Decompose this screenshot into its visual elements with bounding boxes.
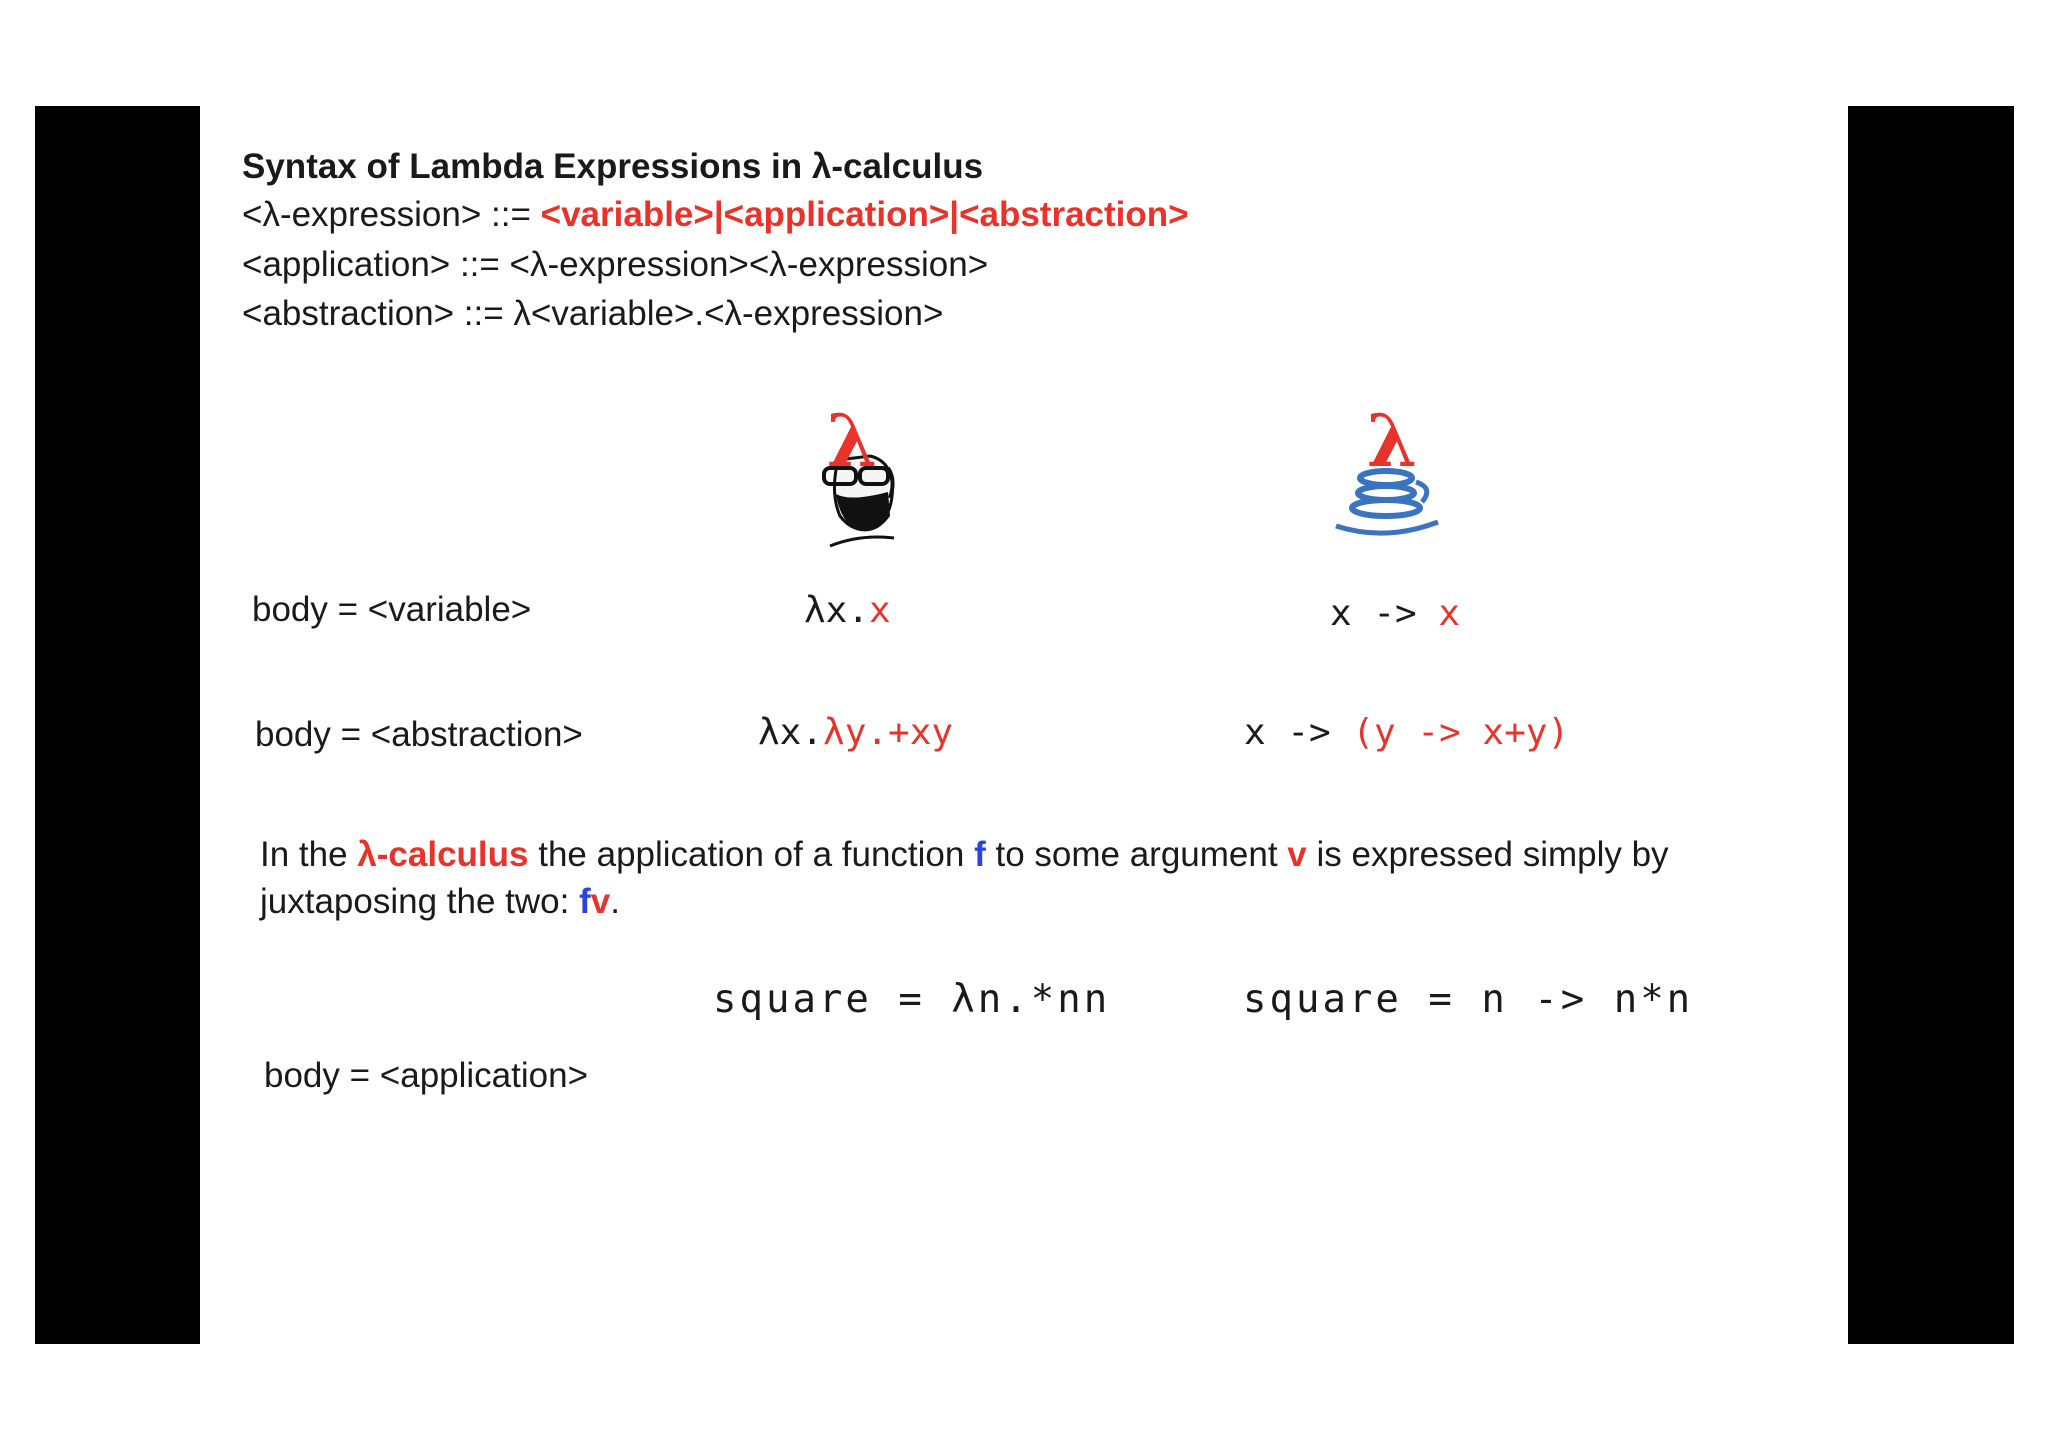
grammar-pipe-1: | (713, 195, 724, 234)
row-abstraction-java (1244, 713, 1569, 753)
row-variable-lambda-black: λx. (804, 590, 870, 631)
grammar-pipe-2: | (949, 195, 960, 234)
row-abstraction-java-red: (y -> x+y) (1352, 712, 1570, 753)
grammar-variable: <variable> (540, 195, 714, 234)
church-lambda-letter: λ (826, 398, 878, 483)
row-variable-java-black: x -> (1330, 593, 1439, 634)
row-application-label: body = <application> (264, 1056, 589, 1095)
paragraph-f: f (974, 835, 986, 874)
paragraph-text: the application of a function (528, 835, 975, 874)
grammar-application: <application> (723, 195, 950, 234)
row-abstraction-lambda-red: λy.+xy (823, 712, 954, 753)
row-abstraction-java-black: x -> (1244, 712, 1353, 753)
square-lambda-example: square = λn.*nn (713, 977, 1111, 1022)
church-lambda-portrait-icon (800, 398, 910, 548)
row-variable-label: body = <variable> (252, 590, 532, 629)
grammar-expression-lhs: <λ-expression> ::= (242, 195, 541, 234)
row-variable-java-red: x (1438, 593, 1461, 634)
row-abstraction-lambda-black: λx. (758, 712, 824, 753)
paragraph-v: v (1287, 835, 1307, 874)
row-variable-java (1330, 594, 1460, 634)
application-paragraph-line-2 (260, 883, 620, 922)
paragraph-text: In the (260, 835, 358, 874)
paragraph-text: to some argument (985, 835, 1288, 874)
slide-title: Syntax of Lambda Expressions in λ-calculus (242, 147, 984, 186)
row-variable-lambda (804, 591, 891, 631)
grammar-line-application: <application> ::= <λ-expression><λ-expression> (242, 245, 989, 284)
square-java-example: square = n -> n*n (1243, 977, 1694, 1022)
paragraph-lambda-calculus: λ-calculus (357, 835, 529, 874)
java-lambda-letter: λ (1366, 398, 1418, 483)
slide (200, 106, 1848, 1344)
application-paragraph-line-1 (260, 836, 1669, 875)
grammar-line-expression (242, 196, 1189, 235)
grammar-abstraction: <abstraction> (959, 195, 1189, 234)
row-abstraction-label: body = <abstraction> (255, 715, 583, 754)
paragraph-text: is expressed simply by (1306, 835, 1669, 874)
paragraph-fv-f: f (579, 882, 591, 921)
grammar-line-abstraction: <abstraction> ::= λ<variable>.<λ-expression> (242, 294, 944, 333)
row-abstraction-lambda (758, 713, 953, 753)
java-lambda-cup-icon (1326, 398, 1456, 548)
paragraph-text: juxtaposing the two: (260, 882, 580, 921)
paragraph-text: . (610, 882, 620, 921)
right-letterbox-bar (1848, 106, 2014, 1344)
left-letterbox-bar (35, 106, 200, 1344)
row-variable-lambda-red: x (869, 590, 891, 631)
paragraph-fv-v: v (590, 882, 611, 921)
